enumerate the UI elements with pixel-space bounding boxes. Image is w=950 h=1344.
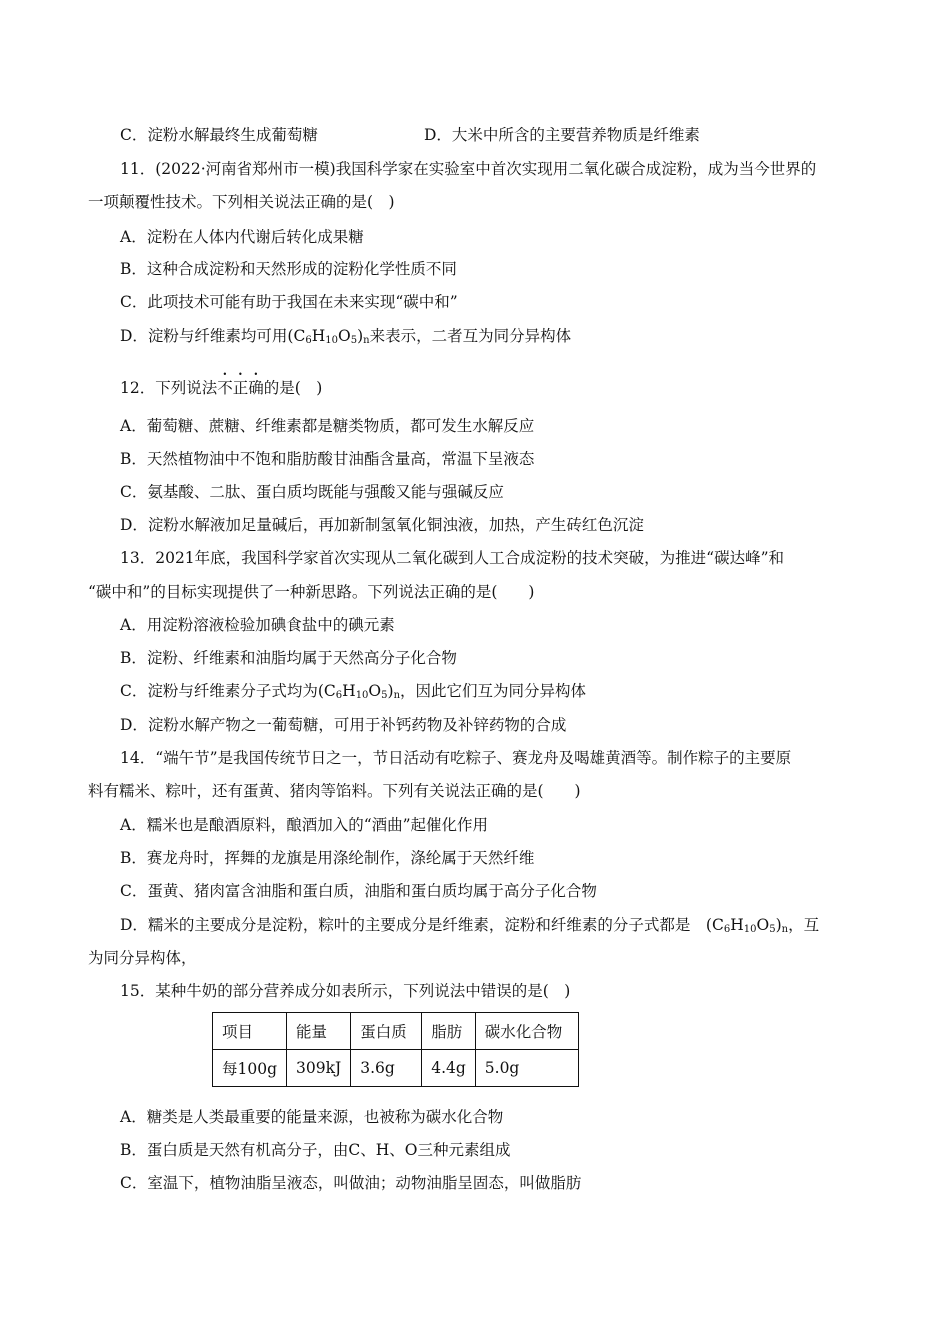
question-13-option-c: C．淀粉与纤维素分子式均为$(C_6H_{10}O_5)_n$，因此它们互为同分异构体	[120, 682, 587, 701]
question-11-stem-cont: 一项颠覆性技术。下列相关说法正确的是( )	[88, 193, 395, 211]
question-15-option-b: B．蛋白质是天然有机高分子，由C、H、O三种元素组成	[120, 1141, 511, 1159]
question-15-option-c: C．室温下，植物油脂呈液态，叫做油；动物油脂呈固态，叫做脂肪	[120, 1174, 582, 1192]
table-cell: 3.6g	[351, 1050, 422, 1087]
option-d-rice-nutrient: D．大米中所含的主要营养物质是纤维素	[424, 126, 700, 144]
option-c-starch-hydrolysis: C．淀粉水解最终生成葡萄糖	[120, 126, 318, 144]
question-15-option-a: A．糖类是人类最重要的能量来源，也被称为碳水化合物	[120, 1108, 504, 1126]
question-14-stem: 14．“端午节”是我国传统节日之一，节日活动有吃粽子、赛龙舟及喝雄黄酒等。制作粽子的主要原	[120, 749, 792, 767]
question-11-option-a: A．淀粉在人体内代谢后转化成果糖	[120, 228, 364, 246]
question-13-stem: 13．2021年底，我国科学家首次实现从二氧化碳到人工合成淀粉的技术突破，为推进“碳达峰”和	[120, 549, 785, 567]
question-14-option-b: B．赛龙舟时，挥舞的龙旗是用涤纶制作，涤纶属于天然纤维	[120, 849, 535, 867]
table-cell: 脂肪	[422, 1013, 476, 1050]
question-11-option-b: B．这种合成淀粉和天然形成的淀粉化学性质不同	[120, 260, 457, 278]
question-13-option-b: B．淀粉、纤维素和油脂均属于天然高分子化合物	[120, 649, 457, 667]
table-cell: 4.4g	[422, 1050, 476, 1087]
question-14-option-a: A．糯米也是酿酒原料，酿酒加入的“酒曲”起催化作用	[120, 816, 489, 834]
table-cell: 能量	[287, 1013, 351, 1050]
question-14-stem-cont: 料有糯米、粽叶，还有蛋黄、猪肉等馅料。下列有关说法正确的是( )	[88, 782, 581, 800]
table-cell: 蛋白质	[351, 1013, 422, 1050]
question-12-stem: 12．下列说法不正确的是( )	[120, 379, 323, 397]
table-header-row	[213, 1013, 579, 1050]
question-12-option-d: D．淀粉水解液加足量碱后，再加新制氢氧化铜浊液，加热，产生砖红色沉淀	[120, 516, 644, 534]
table-cell: 309kJ	[287, 1050, 351, 1087]
question-11-option-c: C．此项技术可能有助于我国在未来实现“碳中和”	[120, 293, 458, 311]
table-cell: 5.0g	[475, 1050, 578, 1087]
table-row	[213, 1050, 579, 1087]
question-12-option-b: B．天然植物油中不饱和脂肪酸甘油酯含量高，常温下呈液态	[120, 450, 535, 468]
nutrition-table	[212, 1012, 579, 1087]
emphasis-not-correct: 不正确	[217, 379, 264, 397]
question-13-option-a: A．用淀粉溶液检验加碘食盐中的碘元素	[120, 616, 395, 634]
table-cell: 项目	[213, 1013, 287, 1050]
question-11-stem: 11．(2022·河南省郑州市一模)我国科学家在实验室中首次实现用二氧化碳合成淀粉，成为当今世界的	[120, 160, 817, 178]
question-14-option-c: C．蛋黄、猪肉富含油脂和蛋白质，油脂和蛋白质均属于高分子化合物	[120, 882, 597, 900]
table-cell: 每100g	[213, 1050, 287, 1087]
question-11-option-d: D．淀粉与纤维素均可用$(C_6H_{10}O_5)_n$来表示，二者互为同分异构体	[120, 327, 572, 346]
question-14-option-d-cont: 为同分异构体，	[88, 949, 197, 967]
table-cell: 碳水化合物	[475, 1013, 578, 1050]
question-15-stem: 15．某种牛奶的部分营养成分如表所示，下列说法中错误的是( )	[120, 982, 571, 1000]
question-12-option-c: C．氨基酸、二肽、蛋白质均既能与强酸又能与强碱反应	[120, 483, 504, 501]
question-14-option-d: D．糯米的主要成分是淀粉，粽叶的主要成分是纤维素，淀粉和纤维素的分子式都是 $(C_6H_{10}O_5)_n$，互	[120, 916, 820, 935]
question-12-option-a: A．葡萄糖、蔗糖、纤维素都是糖类物质，都可发生水解反应	[120, 417, 535, 435]
question-13-option-d: D．淀粉水解产物之一葡萄糖，可用于补钙药物及补锌药物的合成	[120, 716, 567, 734]
question-13-stem-cont: “碳中和”的目标实现提供了一种新思路。下列说法正确的是( )	[88, 583, 535, 601]
